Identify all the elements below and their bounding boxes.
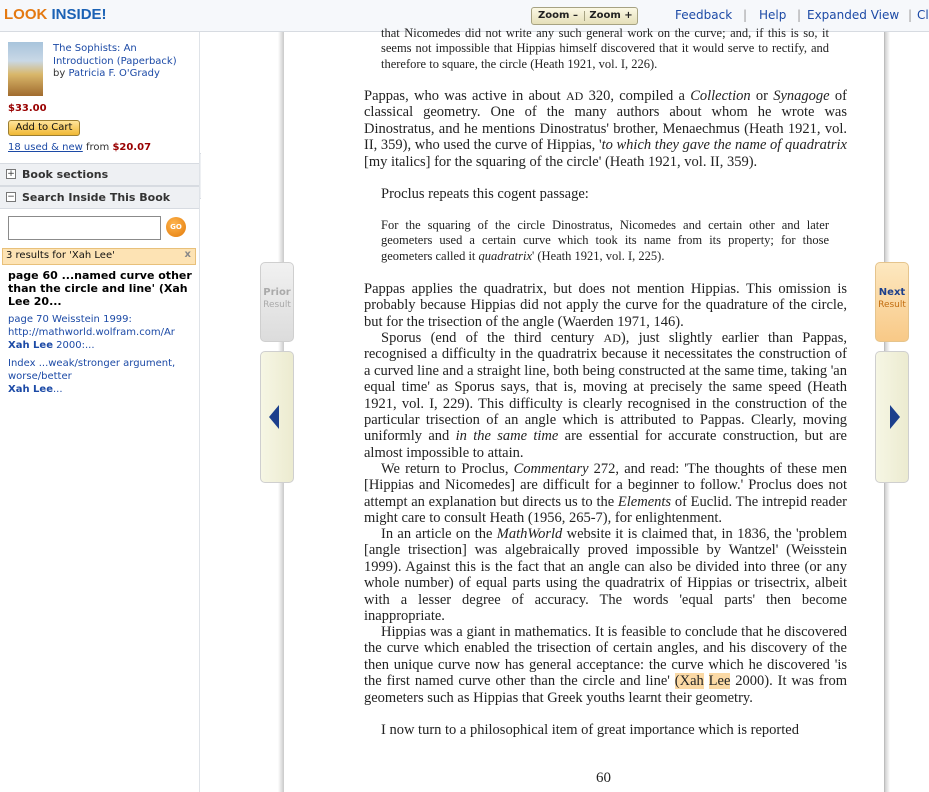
search-result-2[interactable] xyxy=(8,313,198,352)
by-label: by xyxy=(53,68,66,79)
right-triangle-icon xyxy=(876,352,908,482)
prior-label: Prior xyxy=(263,287,291,298)
left-triangle-icon xyxy=(261,352,293,482)
result-2-keyword: Xah Lee xyxy=(8,340,53,351)
text-run: are essential for accurate construction, but are almost impossible to attain. xyxy=(364,428,847,461)
text-run: AD xyxy=(603,331,621,345)
paragraph-proclus-intro: Proclus repeats this cogent passage: xyxy=(381,186,589,202)
logo-look: LOOK xyxy=(4,6,48,23)
book-sections-header[interactable] xyxy=(0,163,199,186)
text-run: Commentary xyxy=(513,461,589,477)
close-results-icon[interactable]: x xyxy=(184,249,191,260)
book-cover-thumbnail[interactable] xyxy=(8,42,43,96)
search-input[interactable] xyxy=(8,216,161,240)
paragraph-sporus xyxy=(364,330,847,461)
link-separator: | xyxy=(743,8,748,22)
text-run: website it is claimed that, in 1836, the 'problem [angle trisection] was algebraically proved impossible by Wantzel' (Weisstein 1999). Against this is the fact that an angle can also be divided into three (or any whole number) of equal parts using the quadratrix of Hippias or trisectrix, albeit with a lesser degree of accuracy. The words 'equal parts' then become inappropriate. xyxy=(364,526,847,625)
paragraph-commentary xyxy=(364,461,847,527)
previous-page-button[interactable] xyxy=(260,351,294,483)
text-run: For the squaring of the circle Dinostratus, Nicomedes and certain other and later geometers used a certain curve which took its name from its property; for those geometers called it xyxy=(381,218,829,263)
text-run xyxy=(704,673,709,689)
add-to-cart-button[interactable]: Add to Cart xyxy=(8,120,80,136)
next-sub-label: Result xyxy=(878,300,906,310)
text-run: ' (Heath 1921, vol. I, 225). xyxy=(532,248,665,263)
go-button[interactable]: GO xyxy=(166,217,186,237)
prior-sub-label: Result xyxy=(263,300,291,310)
page-quote-proclus xyxy=(381,218,829,264)
text-run: [my italics] for the squaring of the circle' (Heath 1921, vol. II, 359). xyxy=(364,153,758,170)
paragraph-philosophical: I now turn to a philosophical item of great importance which is reported xyxy=(381,722,799,738)
used-new-offer xyxy=(8,142,151,153)
book-sections-label: Book sections xyxy=(22,168,109,181)
results-summary: 3 results for 'Xah Lee' xyxy=(6,250,115,261)
logo-inside: INSIDE! xyxy=(51,6,107,23)
next-result-button[interactable] xyxy=(875,262,909,342)
paragraph-quadratrix: Pappas applies the quadratrix, but does not mention Hippias. This omission is probably because Hippias did not apply the curve for the quadrature of the circle, but for the trisection of the angle (Waerden 1971, 146). xyxy=(364,281,847,330)
text-run: in the same time xyxy=(455,428,559,445)
text-run: 320, compiled a xyxy=(583,88,691,104)
result-2-rest: 2000:... xyxy=(53,340,95,351)
from-label: from xyxy=(85,142,110,153)
text-run: Pappas, who was active in about xyxy=(364,88,566,104)
zoom-in-button[interactable]: Zoom + xyxy=(589,10,633,21)
text-run: or xyxy=(750,88,774,104)
text-run: MathWorld xyxy=(496,526,563,542)
paragraph-pappas xyxy=(364,88,847,170)
link-separator: | xyxy=(797,8,802,22)
paragraph-mathworld xyxy=(364,526,847,624)
text-run: Hippias was a giant in mathematics. It is feasible to conclude that he discovered the curve which enabled the trisection of certain angles, and his discovery of the then unique curve now has general acceptance: the curve which he discovered 'is the first named curve other than the circle and line' xyxy=(364,624,847,690)
paragraph-hippias xyxy=(364,624,847,706)
help-link[interactable]: Help xyxy=(759,8,787,22)
used-new-link[interactable]: 18 used & new xyxy=(8,142,83,153)
search-highlight: Lee xyxy=(708,673,731,690)
text-run: of classical geometry. One of the many authors about whom he wrote was Dinostratus, and he mentions Dinostratus' brother, Menaechmus (Heath 1921, vol. II, 359), who used the curve of Hippias, ' xyxy=(364,88,847,154)
close-link[interactable]: Cl xyxy=(917,8,929,22)
text-run: of Euclid. The intrepid reader might care to consult Heath (1956, 265-7), for enlightenment. xyxy=(364,493,847,527)
text-run: Elements xyxy=(617,493,672,510)
collapse-minus-icon[interactable]: − xyxy=(7,192,15,202)
author-link[interactable]: Patricia F. O'Grady xyxy=(68,68,160,79)
page-quote-top: that Nicomedes did not write any such general work on the curve; and, if this is so, it seems not impossible that Hippias himself discovered that it would serve to rectify, and therefore to square, the circle (Heath 1921, vol. I, 226). xyxy=(381,26,829,71)
text-run: Sporus (end of the third century xyxy=(381,330,604,346)
book-price: $33.00 xyxy=(8,103,47,114)
book-author xyxy=(53,68,160,79)
text-run: AD xyxy=(565,89,584,103)
results-summary-bar xyxy=(2,248,196,265)
text-run: Synagoge xyxy=(773,88,830,104)
result-3-rest: ... xyxy=(53,384,63,395)
text-run: We return to Proclus, xyxy=(381,461,514,477)
search-highlight: (Xah xyxy=(674,673,704,690)
text-run: Collection xyxy=(690,88,751,104)
search-result-3[interactable] xyxy=(8,357,196,396)
book-title-link[interactable]: The Sophists: An Introduction (Paperback) xyxy=(53,43,177,67)
text-run: ), just slightly earlier than Pappas, recognised a difficulty in the quadratrix because it necessitates the construction of a curved line and a straight line, both being constructed at the same time, taking 'an equal time' as Sporus says, that is, moving at precisely the same speed (Heath 1921, vol. I, 229). This difficulty is clearly recognised in the construction of the particular trisection of an angle which is attributed to Pappas. Clearly, moving uniformly and xyxy=(364,330,847,445)
text-run: to which they gave the name of quadratrix xyxy=(601,137,847,154)
text-run: In an article on the xyxy=(381,526,497,542)
result-3-keyword: Xah Lee xyxy=(8,384,53,395)
search-inside-label: Search Inside This Book xyxy=(22,191,171,204)
search-result-1[interactable]: page 60 ...named curve other than the circle and line' (Xah Lee 20... xyxy=(8,269,192,308)
expand-plus-icon[interactable]: + xyxy=(7,169,15,179)
sidebar xyxy=(0,32,200,792)
text-run: 272, and read: 'The thoughts of these men [Hippias and Nicomedes] are difficult for a beginner to follow.' Proclus does not attempt an explanation but directs us to the xyxy=(364,461,847,510)
zoom-out-button[interactable]: Zoom – xyxy=(538,10,578,21)
look-inside-logo xyxy=(4,6,107,23)
page-number: 60 xyxy=(596,770,611,786)
link-separator: | xyxy=(908,8,913,22)
next-page-button[interactable] xyxy=(875,351,909,483)
result-3-line1: Index ...weak/stronger argument, worse/better xyxy=(8,358,176,382)
text-run: quadratrix xyxy=(478,248,533,263)
feedback-link[interactable]: Feedback xyxy=(675,8,733,22)
expanded-view-link[interactable]: Expanded View xyxy=(807,8,900,22)
prior-result-button[interactable] xyxy=(260,262,294,342)
zoom-controls xyxy=(531,7,638,25)
next-label: Next xyxy=(878,287,906,298)
result-2-line2: http://mathworld.wolfram.com/Ar xyxy=(8,327,175,338)
result-2-line1: page 70 Weisstein 1999: xyxy=(8,314,132,325)
used-price: $20.07 xyxy=(112,142,152,153)
search-inside-header[interactable] xyxy=(0,186,199,209)
text-run: 2000). It was from geometers such as Hippias that Greek youths learnt their geometry. xyxy=(364,673,847,706)
